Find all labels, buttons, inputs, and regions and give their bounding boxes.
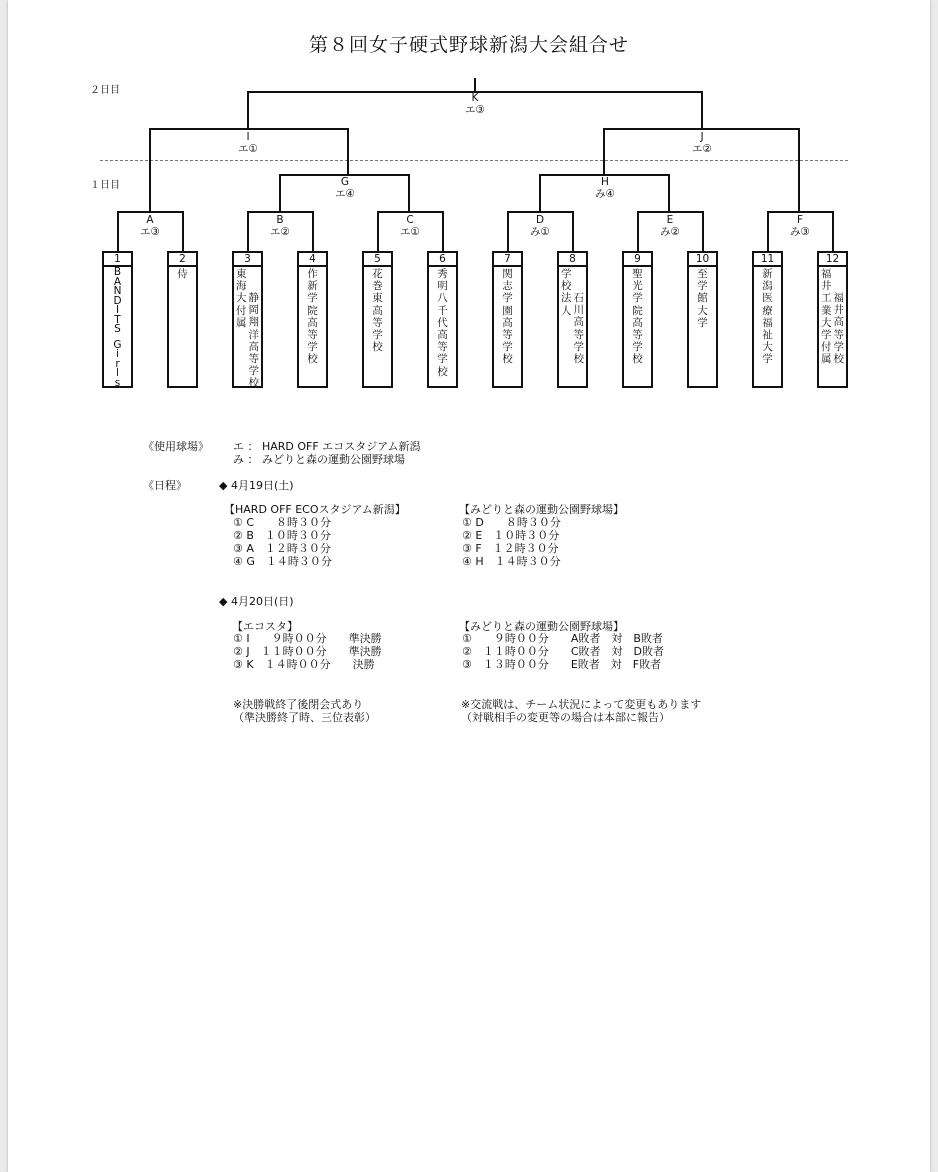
team-number: 3 <box>234 253 261 267</box>
team-name-column: 学 校 法 人 <box>561 268 572 317</box>
team-box <box>232 251 263 388</box>
team-name <box>754 267 781 389</box>
match-B: B エ② <box>270 214 290 238</box>
team-name <box>559 267 586 389</box>
bracket-line-quarter <box>279 174 281 213</box>
match-J: J エ② <box>692 131 712 155</box>
bracket-line-semi <box>347 128 349 175</box>
day1-label: １日目 <box>90 180 120 191</box>
team-name <box>624 267 651 389</box>
schedule-row: ④ H １４時３０分 <box>462 555 561 568</box>
team-box <box>752 251 783 388</box>
bracket-line-first-round <box>767 211 834 213</box>
match-H: H み④ <box>595 176 615 200</box>
day2-left-heading: 【エコスタ】 <box>232 620 298 633</box>
bracket-line-semi <box>603 128 800 130</box>
day2-right-list <box>462 632 664 671</box>
bracket-line-first-round <box>377 211 379 252</box>
team-name-column: 福 井 高 等 学 校 <box>833 292 844 366</box>
team-name-column: 東 海 大 付 属 <box>236 268 247 329</box>
team-box <box>687 251 718 388</box>
schedule-row: ① D ８時３０分 <box>462 516 561 529</box>
team-number: 6 <box>429 253 456 267</box>
team-name-column: 花 巻 東 高 等 学 校 <box>372 268 383 354</box>
team-box <box>817 251 848 388</box>
venue-mi: み ： みどりと森の運動公園野球場 <box>233 453 405 466</box>
match-D: D み① <box>530 214 550 238</box>
bracket-line-quarter <box>408 174 410 213</box>
team-box <box>557 251 588 388</box>
schedule-row: ② J １１時００分 準決勝 <box>233 645 382 658</box>
bracket-line-first-round <box>442 211 444 252</box>
team-name <box>689 267 716 389</box>
notes-right <box>461 698 701 724</box>
team-name <box>104 267 131 389</box>
bracket-line-first-round <box>247 211 249 252</box>
bracket-line-first-round <box>507 211 574 213</box>
venues-heading: 《使用球場》 <box>143 440 209 453</box>
bracket-line-semi <box>149 128 151 213</box>
team-number: 7 <box>494 253 521 267</box>
team-box <box>427 251 458 388</box>
schedule-row: ③ K １４時００分 決勝 <box>233 658 375 671</box>
bracket-line-first-round <box>507 211 509 252</box>
team-name-column: 作 新 学 院 高 等 学 校 <box>307 268 318 366</box>
schedule-row: ② １１時００分 C敗者 対 D敗者 <box>462 645 665 658</box>
match-G: G エ④ <box>335 176 355 200</box>
team-box <box>622 251 653 388</box>
schedule-heading: 《日程》 <box>143 479 187 492</box>
team-name <box>819 267 846 389</box>
note-line: ※交流戦は、チーム状況によって変更もあります <box>461 698 702 711</box>
note-line: （対戦相手の変更等の場合は本部に報告） <box>461 711 670 724</box>
match-K: K エ③ <box>465 92 485 116</box>
match-F: F み③ <box>790 214 810 238</box>
team-name-column: 福 井 工 業 大 学 付 属 <box>821 268 832 366</box>
day2-label: ２日目 <box>90 85 120 96</box>
bracket-line-final <box>474 78 476 92</box>
bracket-line-final <box>701 91 703 130</box>
match-E: E み② <box>660 214 680 238</box>
team-number: 11 <box>754 253 781 267</box>
bracket-line-quarter <box>668 174 670 213</box>
day1-right-list <box>462 516 561 568</box>
notes-left <box>233 698 376 724</box>
match-A: A エ③ <box>140 214 160 238</box>
day1-date: ◆ 4月19日(土) <box>219 479 294 492</box>
team-name-column: 関 志 学 園 高 等 学 校 <box>502 268 513 366</box>
team-box <box>362 251 393 388</box>
team-box <box>167 251 198 388</box>
team-box <box>492 251 523 388</box>
day1-right-heading: 【みどりと森の運動公園野球場】 <box>459 503 624 516</box>
bracket-line-first-round <box>572 211 574 252</box>
team-name-column: 侍 <box>177 268 188 280</box>
team-name <box>364 267 391 389</box>
team-name-column: 静 岡 翔 洋 高 等 学 校 <box>248 292 259 390</box>
bracket-line-first-round <box>767 211 769 252</box>
team-name-column: B A N D I T S G i r l s <box>113 266 122 389</box>
bracket-line-first-round <box>377 211 444 213</box>
bracket-line-first-round <box>832 211 834 252</box>
day2-left-list <box>233 632 382 671</box>
venue-e: エ ： HARD OFF エコスタジアム新潟 <box>233 440 421 453</box>
bracket-line-first-round <box>182 211 184 252</box>
bracket-line-final <box>247 91 249 130</box>
team-name <box>429 267 456 389</box>
day2-date: ◆ 4月20日(日) <box>219 595 294 608</box>
team-number: 5 <box>364 253 391 267</box>
note-line: （準決勝終了時、三位表彰） <box>233 711 376 724</box>
bracket-line-quarter <box>539 174 541 213</box>
bracket-line-first-round <box>637 211 704 213</box>
match-C: C エ① <box>400 214 420 238</box>
day1-left-heading: 【HARD OFF ECOスタジアム新潟】 <box>224 503 406 516</box>
team-number: 8 <box>559 253 586 267</box>
team-name <box>494 267 521 389</box>
team-name <box>234 267 261 389</box>
team-name <box>299 267 326 389</box>
team-name-column: 至 学 館 大 学 <box>697 268 708 329</box>
team-box <box>297 251 328 388</box>
bracket-line-first-round <box>117 211 184 213</box>
team-number: 9 <box>624 253 651 267</box>
bracket-line-first-round <box>117 211 119 252</box>
bracket-line-first-round <box>247 211 314 213</box>
team-number: 10 <box>689 253 716 267</box>
team-name-column: 新 潟 医 療 福 祉 大 学 <box>762 268 773 366</box>
team-number: 12 <box>819 253 846 267</box>
schedule-row: ① I ９時００分 準決勝 <box>233 632 382 645</box>
note-line: ※決勝戦終了後閉会式あり <box>233 698 364 711</box>
team-name-column: 石 川 高 等 学 校 <box>573 292 584 366</box>
bracket-line-first-round <box>312 211 314 252</box>
schedule-row: ③ １３時００分 E敗者 対 F敗者 <box>462 658 662 671</box>
team-name <box>169 267 196 389</box>
bracket-line-semi <box>798 128 800 213</box>
bracket-line-semi <box>603 128 605 175</box>
match-I: I エ① <box>238 131 258 155</box>
team-number: 1 <box>104 253 131 267</box>
schedule-row: ② B １０時３０分 <box>233 529 331 542</box>
bracket-line-semi <box>149 128 349 130</box>
schedule-row: ① ９時００分 A敗者 対 B敗者 <box>462 632 663 645</box>
team-number: 2 <box>169 253 196 267</box>
team-name-column: 秀 明 八 千 代 高 等 学 校 <box>437 268 448 378</box>
bracket-line-first-round <box>702 211 704 252</box>
day-divider <box>100 160 848 161</box>
day2-right-heading: 【みどりと森の運動公園野球場】 <box>459 620 624 633</box>
day1-left-list <box>233 516 332 568</box>
bracket-line-first-round <box>637 211 639 252</box>
schedule-row: ② E １０時３０分 <box>462 529 560 542</box>
schedule-row: ④ G １４時３０分 <box>233 555 332 568</box>
schedule-row: ③ F １２時３０分 <box>462 542 559 555</box>
document-page <box>8 0 930 1172</box>
team-box <box>102 251 133 388</box>
team-number: 4 <box>299 253 326 267</box>
schedule-row: ① C ８時３０分 <box>233 516 332 529</box>
team-name-column: 聖 光 学 院 高 等 学 校 <box>632 268 643 366</box>
page-title: 第８回女子硬式野球新潟大会組合せ <box>308 34 629 56</box>
schedule-row: ③ A １２時３０分 <box>233 542 331 555</box>
